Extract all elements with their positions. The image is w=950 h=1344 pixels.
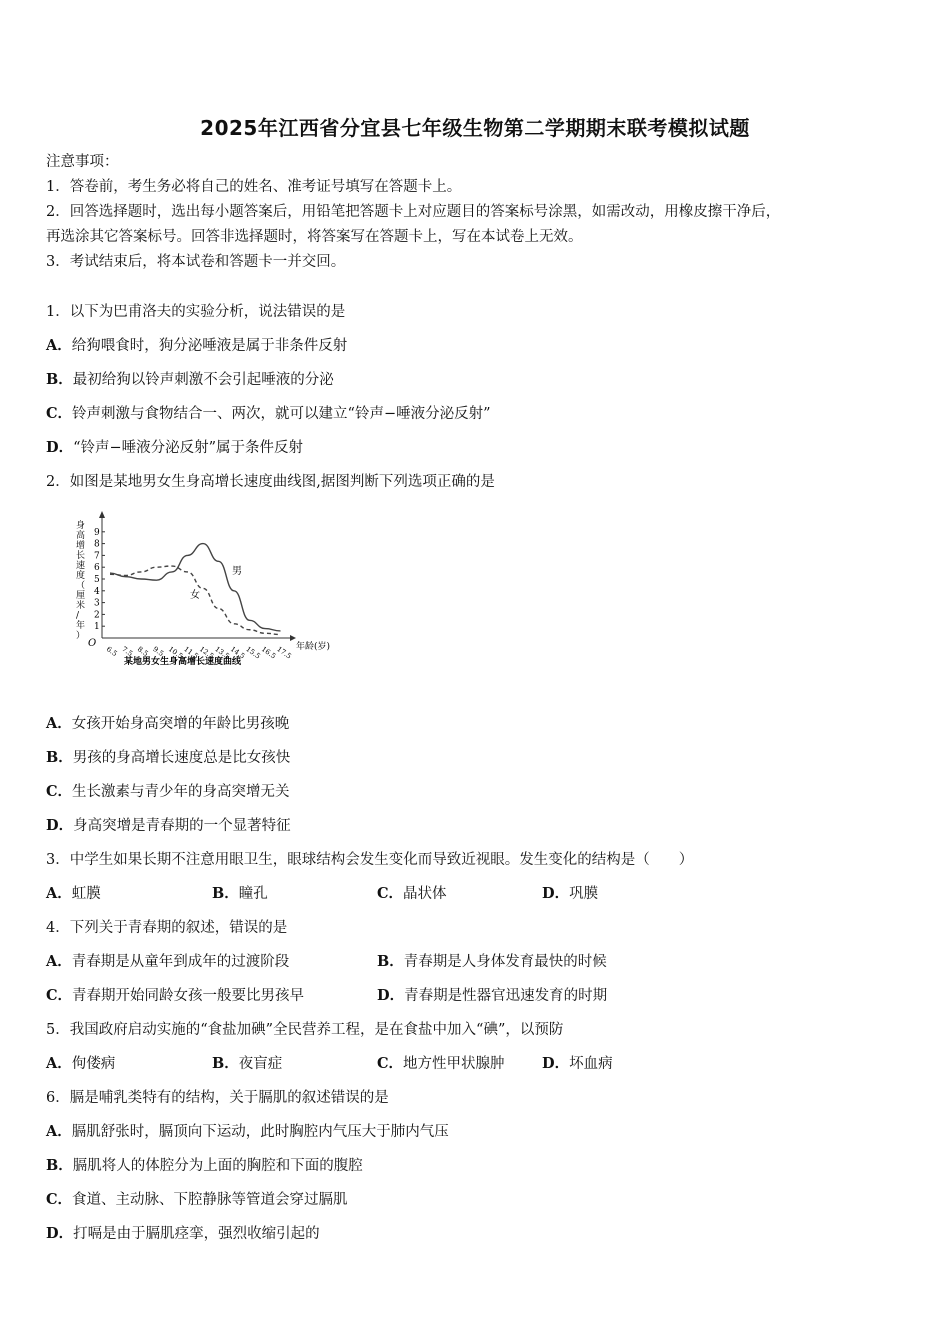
- x-tick-label: 17.5: [275, 645, 293, 661]
- x-tick-label: 6.5: [104, 645, 119, 659]
- y-axis-label-char: 长: [76, 551, 86, 561]
- notice-heading: 注意事项：: [46, 154, 119, 170]
- y-axis-label-char: 厘: [76, 591, 86, 601]
- q5-option-c: C．地方性甲状腺肿: [377, 1055, 505, 1072]
- q4-option-d: D．青春期是性器官迅速发育的时期: [377, 987, 608, 1004]
- x-tick-label: 13.5: [213, 645, 231, 661]
- y-tick-label: 5: [94, 575, 100, 585]
- question-5-stem: 5．我国政府启动实施的“食盐加碘”全民营养工程，是在食盐中加入“碘”，以预防: [46, 1022, 564, 1038]
- series-label-girls: 女: [190, 590, 200, 601]
- x-tick-label: 9.5: [151, 645, 166, 659]
- q3-option-c: C．晶状体: [377, 885, 447, 902]
- chart-title: 某地男女生身高增长速度曲线: [124, 657, 242, 667]
- q2-option-d: D．身高突增是青春期的一个显著特征: [46, 817, 291, 834]
- q6-option-c: C．食道、主动脉、下腔静脉等管道会穿过膈肌: [46, 1191, 348, 1208]
- x-tick-label: 12.5: [197, 645, 216, 661]
- y-axis-arrow: [99, 511, 105, 518]
- y-axis-label-char: 年: [76, 621, 86, 631]
- y-tick-label: 4: [94, 586, 100, 597]
- q3-option-b: B．瞳孔: [212, 885, 268, 902]
- q2-option-c: C．生长激素与青少年的身高突增无关: [46, 783, 290, 800]
- q4-option-b: B．青春期是人身体发育最快的时候: [377, 953, 607, 970]
- notice-item: 2．回答选择题时，选出每小题答案后，用铅笔把答题卡上对应题目的答案标号涂黑，如需改动，用橡皮擦干净后，: [46, 204, 781, 220]
- q4-option-a: A．青春期是从童年到成年的过渡阶段: [46, 953, 290, 970]
- x-tick-label: 11.5: [182, 645, 200, 661]
- series-label-boys: 男: [232, 566, 242, 577]
- question-3-stem: 3．中学生如果长期不注意用眼卫生，眼球结构会发生变化而导致近视眼。发生变化的结构是（ ）: [46, 852, 694, 868]
- question-1-stem: 1．以下为巴甫洛夫的实验分析，说法错误的是: [46, 304, 346, 320]
- notice-item: 1．答卷前，考生务必将自己的姓名、准考证号填写在答题卡上。: [46, 179, 462, 195]
- y-axis-label-char: 度: [76, 571, 86, 581]
- x-axis-label: 年龄(岁): [296, 642, 331, 652]
- q2-option-a: A．女孩开始身高突增的年龄比男孩晚: [46, 715, 290, 732]
- y-tick-label: 3: [94, 598, 100, 609]
- x-tick-label: 15.5: [244, 645, 262, 661]
- y-axis-label-char: 高: [76, 531, 86, 541]
- y-axis-label-char: /: [76, 611, 80, 621]
- q5-option-a: A．佝偻病: [46, 1055, 116, 1072]
- q4-option-c: C．青春期开始同龄女孩一般要比男孩早: [46, 987, 305, 1004]
- x-tick-label: 14.5: [228, 645, 247, 661]
- y-axis-label-char: 增: [76, 541, 86, 551]
- notice-item: 再选涂其它答案标号。回答非选择题时，将答案写在答题卡上，写在本试卷上无效。: [46, 229, 583, 245]
- origin-label: O: [88, 638, 97, 649]
- x-tick-label: 8.5: [135, 645, 150, 659]
- question-4-stem: 4．下列关于青春期的叙述，错误的是: [46, 920, 288, 936]
- q3-option-d: D．巩膜: [542, 885, 599, 902]
- q6-option-a: A．膈肌舒张时，膈顶向下运动，此时胸腔内气压大于肺内气压: [46, 1123, 449, 1140]
- y-axis-label-char: （: [76, 581, 86, 591]
- y-tick-label: 9: [94, 527, 100, 538]
- q2-option-b: B．男孩的身高增长速度总是比女孩快: [46, 749, 291, 766]
- y-tick-label: 6: [94, 563, 100, 574]
- x-tick-label: 16.5: [259, 645, 278, 661]
- y-tick-label: 8: [94, 539, 100, 550]
- x-tick-label: 7.5: [120, 645, 135, 659]
- y-tick-label: 1: [94, 622, 100, 633]
- notice-item: 3．考试结束后，将本试卷和答题卡一并交回。: [46, 254, 346, 270]
- y-axis-label-char: 身: [76, 521, 86, 531]
- y-axis-label-char: 米: [76, 601, 86, 611]
- q1-option-d: D．“铃声−唾液分泌反射”属于条件反射: [46, 439, 304, 456]
- q1-option-c: C．铃声刺激与食物结合一、两次，就可以建立“铃声−唾液分泌反射”: [46, 405, 491, 422]
- chart-svg: [62, 506, 344, 682]
- y-tick-label: 7: [94, 551, 100, 562]
- x-tick-label: 10.5: [166, 645, 185, 661]
- y-axis-label: [76, 519, 85, 641]
- q5-option-d: D．坏血病: [542, 1055, 613, 1072]
- x-axis-arrow: [290, 635, 296, 641]
- y-axis-label-char: ）: [76, 631, 86, 641]
- q6-option-d: D．打嗝是由于膈肌痉挛，强烈收缩引起的: [46, 1225, 320, 1242]
- series-line-boys: [110, 544, 281, 631]
- q1-option-b: B．最初给狗以铃声刺激不会引起唾液的分泌: [46, 371, 334, 388]
- y-tick-label: 2: [94, 610, 100, 621]
- y-axis-label-char: 速: [76, 561, 86, 571]
- q1-option-a: A．给狗喂食时，狗分泌唾液是属于非条件反射: [46, 337, 348, 354]
- page-title: 2025年江西省分宜县七年级生物第二学期期末联考模拟试题: [200, 116, 750, 140]
- q6-option-b: B．膈肌将人的体腔分为上面的胸腔和下面的腹腔: [46, 1157, 363, 1174]
- q5-option-b: B．夜盲症: [212, 1055, 283, 1072]
- question-2-stem: 2．如图是某地男女生身高增长速度曲线图,据图判断下列选项正确的是: [46, 474, 495, 490]
- growth-velocity-chart: [62, 506, 344, 682]
- question-6-stem: 6．膈是哺乳类特有的结构，关于膈肌的叙述错误的是: [46, 1090, 389, 1106]
- q3-option-a: A．虹膜: [46, 885, 101, 902]
